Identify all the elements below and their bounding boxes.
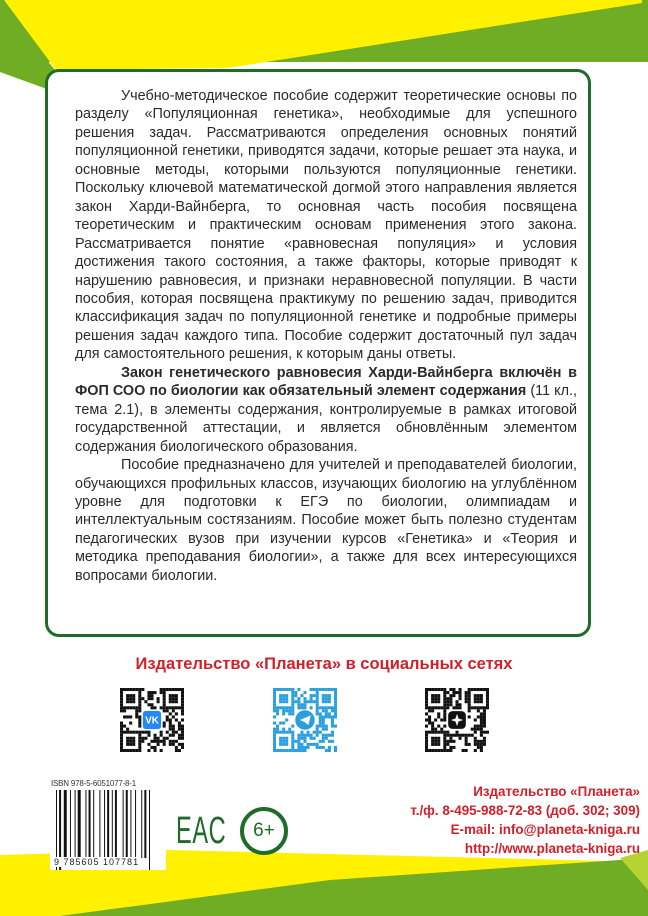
- vk-icon: [143, 711, 161, 729]
- description-text: [75, 87, 577, 585]
- telegram-qr-code[interactable]: [273, 688, 337, 752]
- max-qr-code[interactable]: [425, 688, 489, 752]
- vk-qr-code[interactable]: [120, 688, 184, 752]
- description-paragraph-2: [75, 364, 577, 456]
- max-icon: [448, 711, 466, 729]
- email-link[interactable]: E-mail: info@planeta-kniga.ru: [450, 822, 640, 837]
- website-link[interactable]: http://www.planeta-kniga.ru: [464, 841, 640, 856]
- fop-highlight: Закон генетического равновесия Харди-Вайнберга включён в ФОП СОО по биологии как обязательный элемент содержания: [75, 364, 577, 400]
- telegram-icon: [295, 710, 315, 730]
- phone: т./ф. 8-495-988-72-83 (доб. 302; 309): [410, 803, 640, 818]
- social-networks-title: Издательство «Планета» в социальных сетях: [135, 655, 513, 673]
- isbn: ISBN 978-5-6051077-8-1: [51, 779, 136, 788]
- fop-details: (11 кл., тема 2.1), в элементы содержания, контролируемые в рамках итоговой государственной аттестации, и является обновлённым элементом содержания биологического образования.: [75, 383, 578, 455]
- publisher-contacts: [410, 782, 640, 858]
- age-rating-badge: 6+: [240, 807, 288, 855]
- eac-mark: EAC: [176, 810, 227, 852]
- description-paragraph-3: Пособие предназначено для учителей и преподавателей биологии, обучающихся профильных классов, изучающих биологию на углублённом уровне для подготовки к ЕГЭ по биологии, олимпиадам и интеллектуальным состязаниям. Пособие может быть полезно студентам педагогических вузов при изучении курсов «Генетика» и «Теория и методика преподавания биологии», а также для всех интересующихся вопросами биологии.: [75, 457, 577, 584]
- barcode-number: 9 785605 107781: [54, 857, 140, 867]
- publisher-name: Издательство «Планета»: [473, 784, 640, 799]
- description-paragraph-1: Учебно-методическое пособие содержит теоретические основы по разделу «Популяционная генетика», необходимые для успешного решения задач. Рассматриваются определения основных понятий популяционной генетики, приводятся задачи, которые решает эта наука, и основные методы, которыми пользуются популяционные генетики. Поскольку ключевой математической догмой этого направления является закон Харди-Вайнберга, то основная часть пособия посвящена теоретическим и практическим основам применения этого закона. Рассматривается понятие «равновесная популяция» и условия достижения такого состояния, а также факторы, которые приводят к нарушению равновесия, и признаки неравновесной популяции. В части пособия, которая посвящена практикуму по решению задач, приводится классификация задач по популяционной генетике и подробные примеры решения задач каждого типа. Пособие содержит достаточный пул задач для самостоятельного решения, к которым даны ответы.: [75, 88, 577, 363]
- svg-text:VK: VK: [145, 715, 159, 727]
